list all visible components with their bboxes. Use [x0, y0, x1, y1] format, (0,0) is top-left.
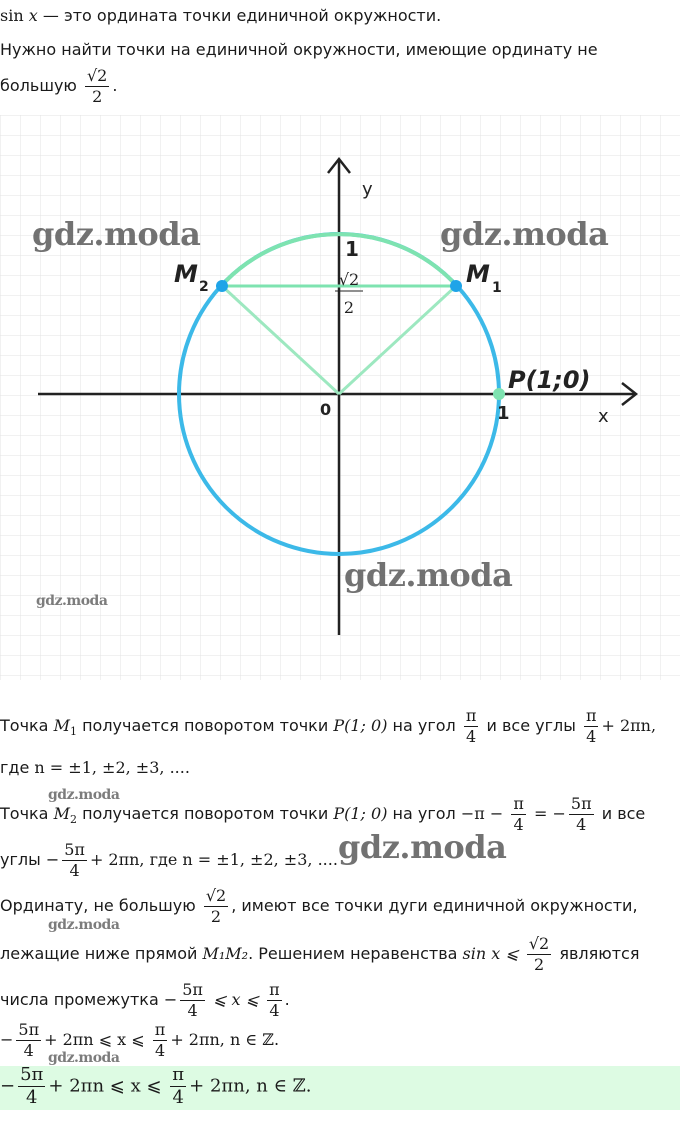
fraction-sqrt2-over-2: $\frac{√2}{2}$	[528, 934, 550, 974]
x-one-label: 1	[497, 403, 510, 424]
watermark: gdz.moda	[32, 215, 201, 253]
watermark: gdz.moda	[36, 593, 108, 609]
watermark: gdz.moda	[440, 215, 609, 253]
watermark: gdz.moda	[344, 556, 513, 594]
point-m2	[216, 280, 228, 292]
line-general-solution: − $\frac{5\pi}{4}$ + 2πn ⩽ x ⩽ $\frac{\pi}{4}$ + 2πn, n ∈ ℤ.	[0, 1020, 280, 1060]
sqrt2-num-label: √2	[338, 270, 360, 289]
fraction-5pi-over-4: $\frac{5\pi}{4}$	[570, 794, 592, 834]
line-m2-rotation: Точка $M_2$ получается поворотом точки P(1; 0) на угол −π − $\frac{\pi}{4}$ = − $\frac{5\pi}{4}$ и все	[0, 794, 646, 834]
point-p-notation: P(1; 0)	[333, 716, 388, 735]
origin-label: 0	[320, 400, 332, 419]
fraction-5pi-over-4: $\frac{5\pi}{4}$	[182, 980, 203, 1020]
line-m2-angles: углы − $\frac{5\pi}{4}$ + 2πn, где n = ±1, ±2, ±3, ....	[0, 840, 338, 880]
y-one-label: 1	[345, 237, 359, 261]
line-3	[0, 68, 117, 105]
sin-func: sin	[0, 6, 24, 25]
sqrt2-den-label: 2	[343, 298, 355, 317]
answer-line: − $\frac{5\pi}{4}$ + 2πn ⩽ x ⩽ $\frac{\pi}{4}$ + 2πn, n ∈ ℤ.	[0, 1064, 312, 1108]
m2-subscript: 2	[199, 279, 209, 295]
fraction-pi-over-4: $\frac{\pi}{4}$	[269, 980, 280, 1020]
fraction-5pi-over-4: $\frac{5\pi}{4}$	[20, 1064, 44, 1108]
var-x: x	[28, 6, 38, 25]
m1-label: M	[466, 260, 490, 288]
fraction-pi-over-4: $\frac{\pi}{4}$	[585, 706, 597, 746]
fraction-5pi-over-4: $\frac{5\pi}{4}$	[18, 1020, 40, 1060]
fraction-pi-over-4: $\frac{\pi}{4}$	[513, 794, 524, 834]
m1-subscript: 1	[492, 280, 502, 296]
watermark: gdz.moda	[48, 917, 120, 933]
line-3-text: большую	[0, 76, 77, 95]
fraction-pi-over-4: $\frac{\pi}{4}$	[154, 1020, 166, 1060]
m2-label: M	[174, 260, 198, 288]
watermark: gdz.moda	[338, 828, 507, 866]
line-m1-rotation: Точка $M_1$ получается поворотом точки P(1; 0) на угол $\frac{\pi}{4}$ и все углы $\frac{\pi}{4}$ + 2πn,	[0, 706, 657, 746]
watermark: gdz.moda	[48, 1050, 120, 1066]
y-axis-label: y	[362, 179, 373, 200]
point-m1	[450, 280, 462, 292]
fraction-5pi-over-4: $\frac{5\pi}{4}$	[64, 840, 85, 880]
line-below-m1m2: лежащие ниже прямой M₁M₂. Решением неравенства sin x ⩽ $\frac{√2}{2}$ являются	[0, 934, 640, 974]
line-1	[0, 6, 441, 25]
fraction-pi-over-4: $\frac{\pi}{4}$	[465, 706, 477, 746]
line-2	[0, 40, 598, 59]
point-p	[493, 388, 505, 400]
line-interval: числа промежутка − $\frac{5\pi}{4}$ ⩽ x ⩽ $\frac{\pi}{4}$ .	[0, 980, 290, 1020]
line-2-text: Нужно найти точки на единичной окружности, имеющие ординату не	[0, 40, 598, 59]
period: .	[112, 76, 118, 95]
fraction-sqrt2-over-2: $\frac{√2}{2}$	[205, 886, 227, 926]
watermark: gdz.moda	[48, 787, 120, 803]
fraction-sqrt2-over-2: $\frac{√2}{2}$	[86, 66, 108, 106]
line-ordinate: Ординату, не большую $\frac{√2}{2}$ , имеют все точки дуги единичной окружности,	[0, 886, 638, 926]
line-n-values: где n = ±1, ±2, ±3, ....	[0, 758, 190, 777]
x-axis-label: x	[598, 406, 609, 427]
line-1-text: — это ордината точки единичной окружности.	[37, 6, 442, 25]
fraction-pi-over-4: $\frac{\pi}{4}$	[172, 1064, 185, 1108]
p-label: P(1;0)	[508, 366, 591, 394]
